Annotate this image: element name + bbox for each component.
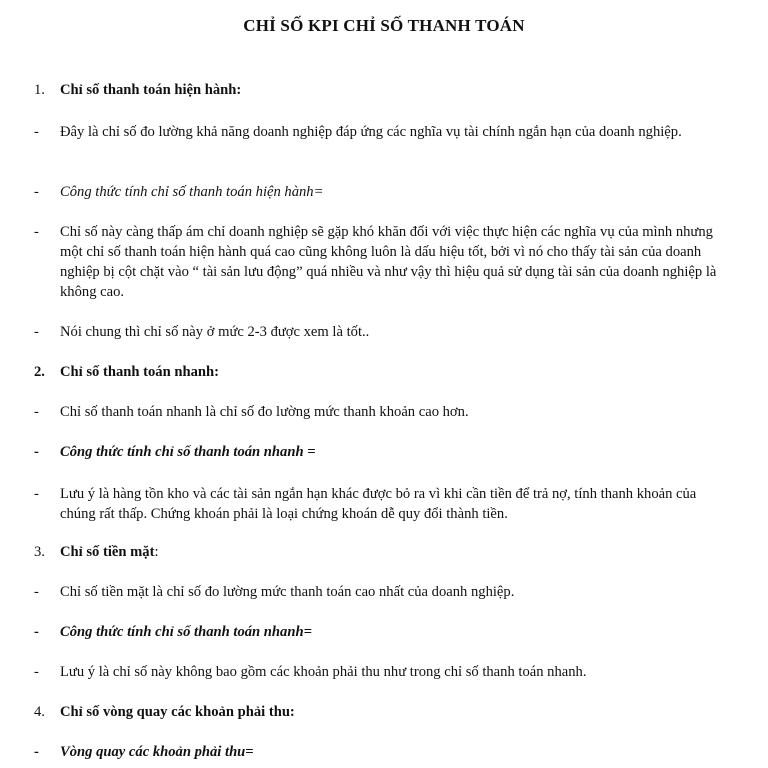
bullet-item xyxy=(34,662,734,682)
section-heading-text: Chỉ số thanh toán nhanh: xyxy=(60,364,219,380)
formula-line xyxy=(34,622,734,642)
formula-text: Công thức tính chỉ số thanh toán nhanh= xyxy=(60,624,312,640)
bullet-marker: - xyxy=(34,584,39,600)
formula-text: Công thức tính chỉ số thanh toán nhanh = xyxy=(60,444,316,460)
bullet-text: Nói chung thì chỉ số này ở mức 2-3 được xem là tốt.. xyxy=(60,324,370,340)
bullet-item xyxy=(34,322,734,342)
bullet-item xyxy=(34,484,734,524)
page-title: CHỈ SỐ KPI CHỈ SỐ THANH TOÁN xyxy=(243,16,525,35)
bullet-item xyxy=(34,402,734,422)
bullet-marker: - xyxy=(34,624,39,640)
bullet-item xyxy=(34,582,734,602)
bullet-marker: - xyxy=(34,324,39,340)
section-number: 4. xyxy=(34,704,45,720)
formula-line xyxy=(34,442,734,462)
bullet-marker: - xyxy=(34,486,39,502)
section-heading-text: Chỉ số tiền mặt xyxy=(60,544,155,560)
bullet-marker: - xyxy=(34,404,39,420)
bullet-marker: - xyxy=(34,184,39,200)
section-heading-2 xyxy=(34,362,734,382)
bullet-marker: - xyxy=(34,664,39,680)
formula-line xyxy=(34,182,734,202)
bullet-text: Đây là chỉ số đo lường khả năng doanh nghiệp đáp ứng các nghĩa vụ tài chính ngắn hạn của doanh nghiệp. xyxy=(60,124,682,140)
section-heading-text: Chỉ số vòng quay các khoản phải thu: xyxy=(60,704,295,720)
section-number: 1. xyxy=(34,82,45,98)
bullet-text: Lưu ý là chỉ số này không bao gồm các khoản phải thu như trong chỉ số thanh toán nhanh. xyxy=(60,664,587,680)
bullet-text: Lưu ý là hàng tồn kho và các tài sản ngắn hạn khác được bỏ ra vì khi cần tiền để trả nợ, tính thanh khoản của chúng rất thấp. Chứng khoán phải là loại chứng khoán dễ quy đổi thành tiền. xyxy=(60,486,697,522)
section-heading-colon: : xyxy=(154,544,159,560)
bullet-marker: - xyxy=(34,124,39,140)
section-heading-1 xyxy=(34,80,734,100)
bullet-item xyxy=(34,222,734,302)
bullet-marker: - xyxy=(34,744,39,760)
formula-text: Công thức tính chỉ số thanh toán hiện hành= xyxy=(60,184,324,200)
formula-text: Vòng quay các khoản phải thu= xyxy=(60,744,254,760)
bullet-text: Chỉ số này càng thấp ám chỉ doanh nghiệp sẽ gặp khó khăn đối với việc thực hiện các nghĩa vụ của mình nhưng một chỉ số thanh toán hiện hành quá cao cũng không luôn là dấu hiệu tốt, bởi vì nó cho thấy tài sản của doanh nghiệp bị cột chặt vào “ tài sản lưu động” quá nhiều và như vậy thì hiệu quả sử dụng tài sản của doanh nghiệp là không cao. xyxy=(60,224,717,300)
section-number: 2. xyxy=(34,364,45,380)
bullet-marker: - xyxy=(34,444,39,460)
section-heading-4 xyxy=(34,702,734,722)
bullet-item xyxy=(34,122,734,142)
formula-line xyxy=(34,742,734,762)
bullet-text: Chỉ số tiền mặt là chỉ số đo lường mức thanh toán cao nhất của doanh nghiệp. xyxy=(60,584,515,600)
bullet-marker: - xyxy=(34,224,39,240)
bullet-text: Chỉ số thanh toán nhanh là chỉ số đo lường mức thanh khoản cao hơn. xyxy=(60,404,469,420)
section-heading-3 xyxy=(34,542,734,562)
section-number: 3. xyxy=(34,544,45,560)
section-heading-text: Chỉ số thanh toán hiện hành: xyxy=(60,82,242,98)
